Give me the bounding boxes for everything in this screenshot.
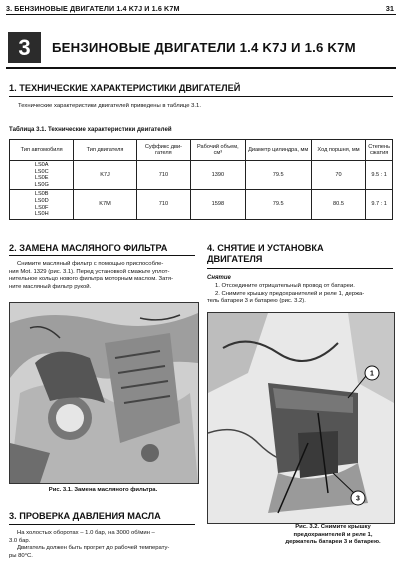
table-caption: Таблица 3.1. Технические характеристики двигателей xyxy=(9,126,172,133)
section4-subheading: Снятие xyxy=(207,275,231,281)
bore-cell: 79.5 xyxy=(245,190,311,219)
section2-heading: 2. ЗАМЕНА МАСЛЯНОГО ФИЛЬТРА xyxy=(9,243,168,253)
section3-rule xyxy=(9,524,195,525)
section4-line: тель батареи 3 и батарею (рис. 3.2). xyxy=(207,298,306,305)
engine-cell: K7M xyxy=(74,190,136,219)
model-cell xyxy=(10,161,74,190)
col-header: Ход поршня, мм xyxy=(311,140,365,161)
battery-removal-illustration xyxy=(208,313,394,523)
section3-heading: 3. ПРОВЕРКА ДАВЛЕНИЯ МАСЛА xyxy=(9,511,161,521)
section3-line: Двигатель должен быть прогрет до рабочей температу- xyxy=(17,545,170,552)
figure-3-1-caption: Рис. 3.1. Замена масляного фильтра. xyxy=(48,487,158,493)
volume-cell: 1390 xyxy=(191,161,245,190)
ratio-cell: 9.5 : 1 xyxy=(366,161,393,190)
stroke-cell: 70 xyxy=(311,161,365,190)
section3-line: ры 80°С. xyxy=(9,552,33,559)
section4-rule xyxy=(207,268,393,269)
section4-line: 1. Отсоедините отрицательный провод от батареи. xyxy=(215,283,355,289)
model-code: LS0F xyxy=(35,204,49,211)
page-number: 31 xyxy=(385,4,394,13)
callout-1: 1 xyxy=(370,370,374,378)
section2-line: Снимите масляный фильтр с помощью приспособле- xyxy=(17,261,164,267)
section4-heading-line: 4. СНЯТИЕ И УСТАНОВКА xyxy=(207,243,324,253)
col-header: Тип автомобиля xyxy=(10,140,74,161)
ratio-cell: 9.7 : 1 xyxy=(366,190,393,219)
table-row xyxy=(10,190,393,219)
model-code: LS0G xyxy=(34,181,49,188)
figure-3-2-caption xyxy=(270,524,396,547)
table-header-row xyxy=(10,140,393,161)
engine-cell: K7J xyxy=(74,161,136,190)
section1-heading: 1. ТЕХНИЧЕСКИЕ ХАРАКТЕРИСТИКИ ДВИГАТЕЛЕЙ xyxy=(9,83,241,93)
section4-heading xyxy=(207,243,324,265)
bore-cell: 79.5 xyxy=(245,161,311,190)
section1-rule xyxy=(9,96,393,97)
suffix-cell: 710 xyxy=(136,161,190,190)
chapter-number-box xyxy=(8,32,41,63)
volume-cell: 1598 xyxy=(191,190,245,219)
stroke-cell: 80.5 xyxy=(311,190,365,219)
figure-3-2-battery xyxy=(207,312,395,524)
figure-3-1-oil-filter xyxy=(9,302,199,484)
section3-line: На холостых оборотах – 1.0 бар, на 3000 об/мин – xyxy=(17,530,155,536)
chapter-number: 3 xyxy=(18,34,31,60)
section1-text: Технические характеристики двигателей приведены в таблице 3.1. xyxy=(18,103,201,109)
callout-3: 3 xyxy=(356,495,360,503)
header-rule xyxy=(6,14,396,15)
col-header: Суффикс дви-гателя xyxy=(136,140,190,161)
section4-heading-line: ДВИГАТЕЛЯ xyxy=(207,254,263,264)
figure-3-2-caption-line: Рис. 3.2. Снимите крышку xyxy=(295,524,371,530)
model-code: LS0D xyxy=(34,197,49,204)
specs-table xyxy=(9,139,393,220)
section3-line: 3.0 бар. xyxy=(9,537,31,544)
col-header: Тип двигателя xyxy=(74,140,136,161)
section4-text xyxy=(207,283,395,306)
section2-line: нительное кольцо нового фильтра моторным маслом. Затя- xyxy=(9,276,174,283)
running-header: 3. БЕНЗИНОВЫЕ ДВИГАТЕЛИ 1.4 K7J И 1.6 K7M xyxy=(6,4,180,13)
model-code: LS0C xyxy=(34,168,49,175)
model-code: LS0A xyxy=(34,162,49,168)
model-cell xyxy=(10,190,74,219)
figure-3-2-caption-line: держатель батареи 3 и батарею. xyxy=(285,539,381,545)
figure-3-2-caption-line: предохранителей и реле 1, xyxy=(293,531,373,538)
section2-line: ните масляный фильтр рукой. xyxy=(9,283,92,290)
col-header: Диаметр цилиндра, мм xyxy=(245,140,311,161)
model-code: LS0B xyxy=(34,191,49,198)
suffix-cell: 710 xyxy=(136,190,190,219)
section2-line: ния Mot. 1329 (рис. 3.1). Перед установкой смажьте уплот- xyxy=(9,268,170,275)
model-code: LS0E xyxy=(34,175,49,182)
section4-line: 2. Снимите крышку предохранителей и реле 1, держа- xyxy=(215,290,365,297)
col-header: Рабочий объем, см³ xyxy=(191,140,245,161)
model-code: LS0H xyxy=(34,211,49,218)
section2-rule xyxy=(9,255,195,256)
chapter-rule xyxy=(6,67,396,69)
engine-oil-filter-illustration xyxy=(10,303,198,483)
table-row xyxy=(10,161,393,190)
col-header: Степень сжатия xyxy=(366,140,393,161)
section2-text xyxy=(9,261,197,291)
chapter-title: БЕНЗИНОВЫЕ ДВИГАТЕЛИ 1.4 K7J И 1.6 K7M xyxy=(52,40,356,55)
section3-text xyxy=(9,530,197,560)
